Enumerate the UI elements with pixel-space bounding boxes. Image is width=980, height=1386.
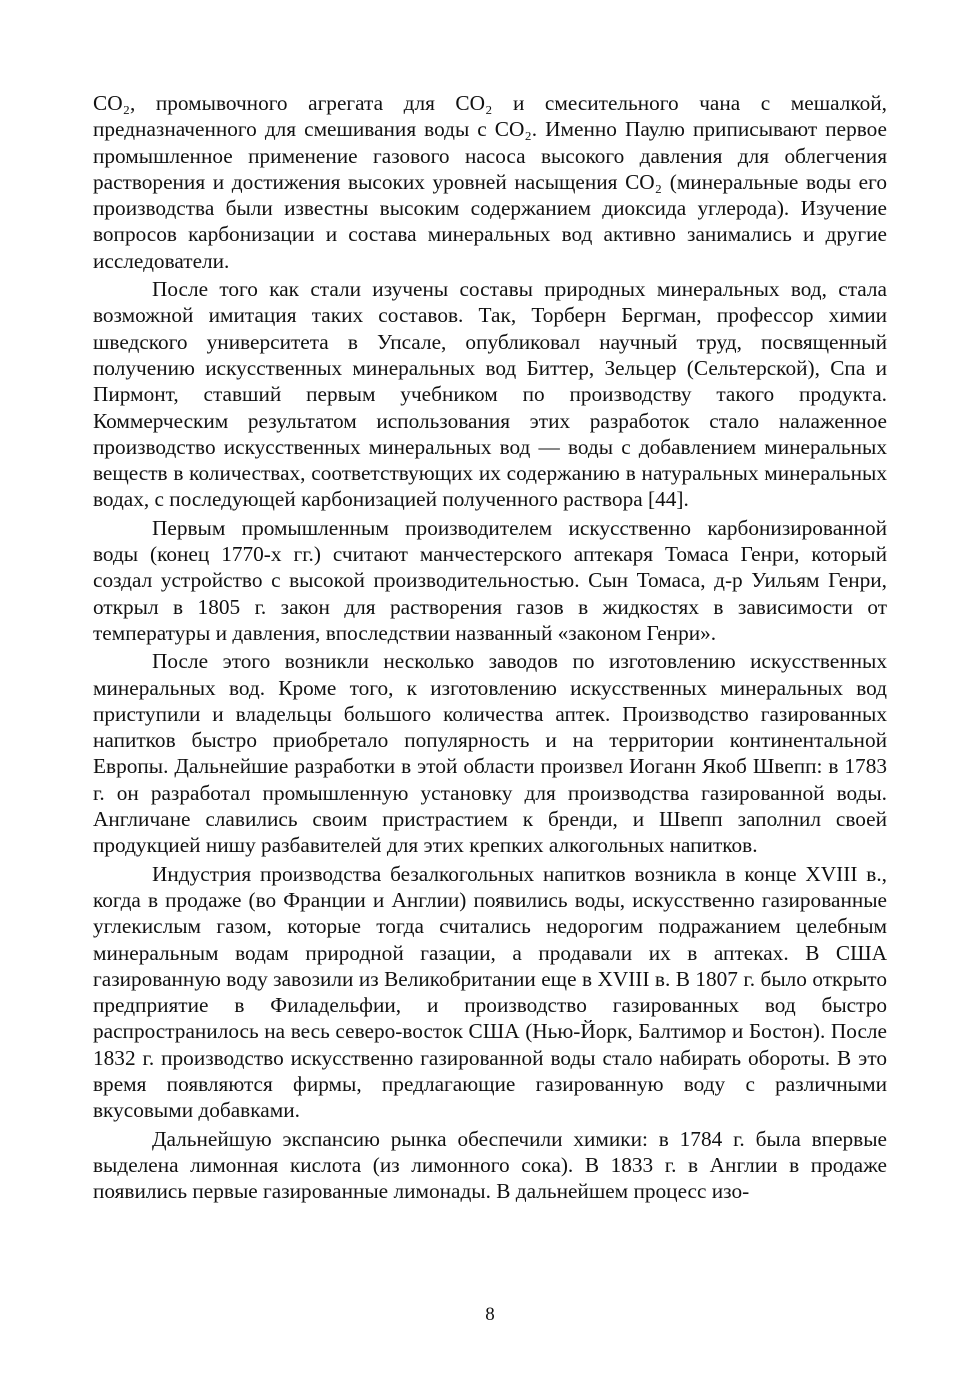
paragraph-2: После того как стали изучены составы природных минеральных вод, стала возможной имитация таких составов. Так, Торберн Бергман, профессор химии шведского университета в Упсале, опубликовал научный труд, посвященный получению искусственных минеральных вод Биттер, Зельцер (Сельтерской), Спа и Пирмонт, ставший первым учебником по производству такого продукта. Коммерческим результатом использования этих разработок стало налаженное производство искусственных минеральных вод — воды с добавлением минеральных веществ в количествах, соответствующих их содержанию в натуральных минеральных водах, с последующей карбонизацией полученного раствора [44]. bbox=[93, 277, 887, 512]
page-body bbox=[93, 90, 887, 1204]
paragraph-4: После этого возникли несколько заводов по изготовлению искусственных минеральных вод. Кроме того, к изготовлению искусственных минеральных вод приступили и владельцы большого количества аптек. Производство газированных напитков быстро приобретало популярность и на территории континентальной Европы. Дальнейшие разработки в этой области произвел Иоганн Якоб Швепп: в 1783 г. он разработал промышленную установку для производства газированной воды. Англичане славились своим пристрастием к бренди, и Швепп заполнил своей продукцией нишу разбавителей для этих крепких алкогольных напитков. bbox=[93, 649, 887, 858]
paragraph-1: CO₂, промывочного агрегата для CO₂ и смесительного чана с мешалкой, предназначенного для смешивания воды с CO₂. Именно Паулю приписывают первое промышленное применение газового насоса высокого давления для облегчения растворения и достижения высоких уровней насыщения CO₂ (минеральные воды его производства были известны высоким содержанием диоксида углерода). Изучение вопросов карбонизации и состава минеральных вод активно занимались и другие исследователи. bbox=[93, 91, 887, 273]
paragraph-6: Дальнейшую экспансию рынка обеспечили химики: в 1784 г. была впервые выделена лимонная кислота (из лимонного сока). В 1833 г. в Англии в продаже появились первые газированные лимонады. В дальнейшем процесс изо- bbox=[93, 1126, 887, 1204]
paragraph-3: Первым промышленным производителем искусственно карбонизированной воды (конец 1770-х гг.) считают манчестерского аптекаря Томаса Генри, который создал устройство с высокой производительностью. Сын Томаса, д-р Уильям Генри, открыл в 1805 г. закон для растворения газов в жидкостях в зависимости от температуры и давления, впоследствии названный «законом Генри». bbox=[93, 515, 887, 645]
paragraph-5: Индустрия производства безалкогольных напитков возникла в конце XVIII в., когда в продаже (во Франции и Англии) появились воды, искусственно газированные углекислым газом, которые тогда считались недорогим подражанием целебным минеральным водам природной газации, а продавали их в аптеках. В США газированную воду завозили из Великобритании еще в XVIII в. В 1807 г. было открыто предприятие в Филадельфии, и производство газированных вод быстро распространилось на весь северо-восток США (Нью-Йорк, Балтимор и Бостон). После 1832 г. производство искусственно газированной воды стало набирать обороты. В это время появляются фирмы, предлагающие газированную воду с различными вкусовыми добавками. bbox=[93, 861, 887, 1123]
page-number: 8 bbox=[485, 1304, 495, 1325]
